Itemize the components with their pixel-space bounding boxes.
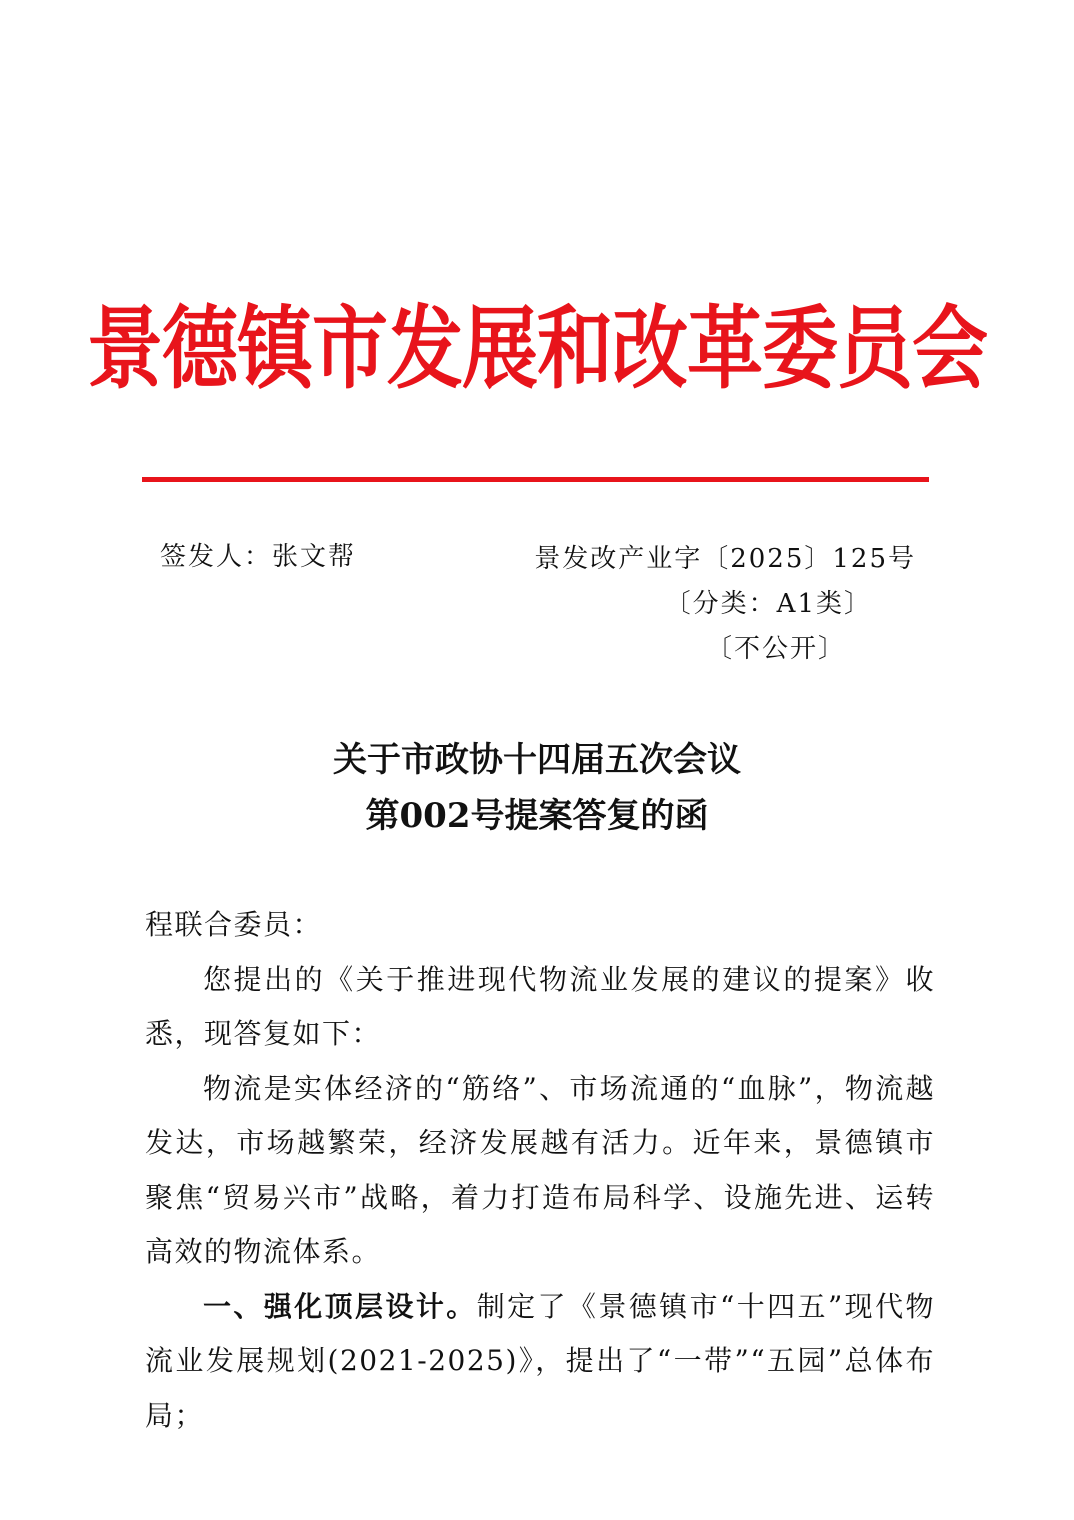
paragraph-3 [145, 1280, 935, 1444]
masthead-title: 景德镇市发展和改革委员会 [87, 295, 987, 401]
paragraph-1: 您提出的《关于推进现代物流业发展的建议的提案》收悉，现答复如下： [145, 962, 935, 1050]
classification-label: 〔分类：A1类〕 [664, 589, 872, 619]
document-number: 景发改产业字〔2025〕125号 [534, 544, 916, 574]
section-heading-1: 一、强化顶层设计。 [203, 1289, 477, 1323]
section-text-1: 制定了《景德镇市“十四五”现代物流业发展规划(2021-2025)》，提出了“一带”“五园”总体布局； [145, 1289, 935, 1432]
letter-body [145, 898, 935, 1443]
red-divider-line [142, 477, 929, 482]
document-title-line-1: 关于市政协十四届五次会议 [333, 740, 741, 780]
document-title-line-2: 第002号提案答复的函 [365, 796, 709, 836]
document-meta [534, 537, 916, 672]
document-title [0, 732, 1074, 844]
disclosure-label: 〔不公开〕 [705, 634, 846, 664]
salutation: 程联合委员： [145, 908, 323, 941]
issuer-signature: 签发人：张文帮 [160, 542, 357, 572]
paragraph-2: 物流是实体经济的“筋络”、市场流通的“血脉”，物流越发达，市场越繁荣，经济发展越有活力。近年来，景德镇市聚焦“贸易兴市”战略，着力打造布局科学、设施先进、运转高效的物流体系。 [145, 1071, 935, 1268]
